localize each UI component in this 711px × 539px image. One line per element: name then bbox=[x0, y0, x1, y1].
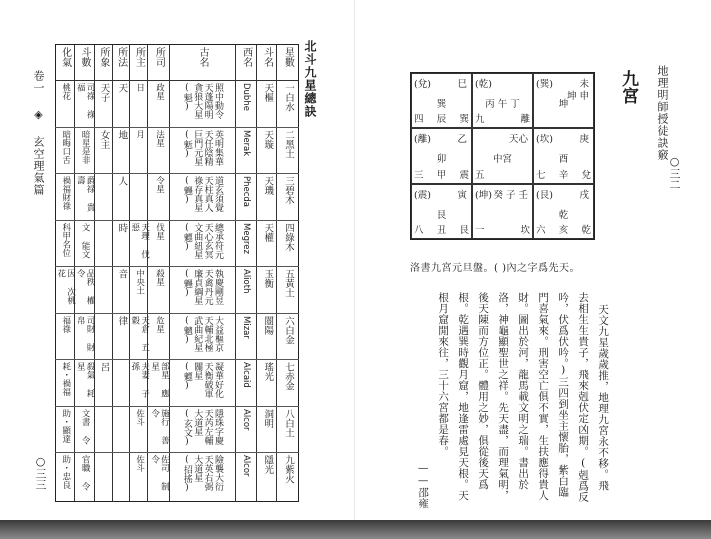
table-cell bbox=[95, 407, 112, 454]
scan-bottom-edge bbox=[0, 520, 711, 539]
cell-text: 二黑土 bbox=[283, 129, 295, 159]
table-cell bbox=[277, 174, 298, 221]
palace-c: 三 bbox=[414, 169, 424, 181]
palace-mid: 卯 bbox=[436, 154, 447, 166]
cell-text: 司財 財帛 bbox=[75, 315, 95, 352]
poem-line: 去相生生貴子，飛來剋伏定凶期。(剋爲反 bbox=[577, 292, 590, 503]
cell-text: 九紫火 bbox=[283, 455, 295, 484]
cell-text: 七赤金 bbox=[283, 362, 295, 391]
table-cell bbox=[75, 453, 94, 500]
palace-e: 巽 bbox=[459, 114, 469, 126]
cell-text: 殺星 bbox=[154, 269, 165, 287]
table-cell bbox=[95, 221, 112, 268]
cell-text: 天 bbox=[116, 83, 128, 93]
table-title: 北斗九星總訣 bbox=[303, 40, 317, 118]
table-column-gu bbox=[169, 45, 234, 501]
table-cell bbox=[236, 221, 257, 268]
table-column-si bbox=[147, 45, 169, 501]
cell-text: Phecda bbox=[240, 176, 251, 208]
poem-signature: ——邵雍 bbox=[417, 462, 430, 509]
cell-text: 司祿 祿福 bbox=[75, 83, 95, 119]
row-divider bbox=[55, 220, 299, 221]
column-header-label: 西名 bbox=[240, 47, 252, 67]
table-cell bbox=[170, 221, 234, 268]
poem-line: 財。圖出於河，龍馬載文明之瑞。書出於 bbox=[517, 292, 530, 490]
palace-mid: 中宮 bbox=[492, 154, 512, 166]
cell-text: Merak bbox=[240, 129, 251, 156]
cell-text: 執慶剛昱天禽丹元廉貞綱星(魓) bbox=[181, 269, 223, 306]
cell-text: 伐星 bbox=[154, 222, 165, 240]
palace-cell bbox=[411, 128, 472, 183]
book-spine bbox=[354, 0, 355, 520]
table-column-fa bbox=[112, 45, 130, 501]
table-cell bbox=[56, 267, 74, 314]
table-cell bbox=[75, 128, 94, 175]
column-header-label: 所司 bbox=[153, 47, 165, 67]
row-divider bbox=[55, 359, 299, 360]
table-cell bbox=[236, 174, 257, 221]
palace-mid: 乾 bbox=[558, 209, 569, 221]
table-cell bbox=[257, 407, 276, 454]
cell-text: 時 bbox=[116, 222, 128, 233]
left-page-number: ○三三 bbox=[34, 455, 47, 490]
palace-a: 未 bbox=[579, 79, 589, 90]
column-header-label: 斗數 bbox=[78, 47, 90, 67]
row-divider bbox=[55, 127, 299, 128]
table-cell bbox=[236, 81, 257, 128]
cell-text: 日 bbox=[134, 83, 145, 92]
table-cell bbox=[56, 174, 74, 221]
palace-a: 乙 bbox=[457, 134, 467, 146]
palace-cell bbox=[472, 73, 533, 128]
palace-bottom-row bbox=[475, 167, 530, 181]
table-cell bbox=[170, 174, 234, 221]
palace-bottom-row bbox=[536, 222, 591, 236]
palace-d: 辛 bbox=[558, 169, 569, 181]
row-divider bbox=[55, 452, 299, 453]
cell-text: 隱光 bbox=[262, 455, 274, 475]
palace-e: 震 bbox=[459, 169, 469, 181]
table-cell bbox=[95, 174, 112, 221]
palace-d: 丑 bbox=[436, 224, 447, 236]
palace-c: 七 bbox=[536, 169, 546, 181]
cell-text: 闓陽 bbox=[262, 315, 274, 335]
cell-text: 總承符元天心玄冥文曲紐星(魒) bbox=[181, 222, 223, 259]
column-header bbox=[277, 45, 298, 81]
cell-text: 險襲大衍天英右弼大道星(招搖) bbox=[181, 455, 223, 494]
table-cell bbox=[75, 174, 94, 221]
table-cell bbox=[75, 407, 94, 454]
palace-bottom-row bbox=[414, 167, 469, 181]
cell-text: 科甲名位 bbox=[60, 222, 71, 257]
cell-text: 隱珠字慶天芮左輔大道星(玄文) bbox=[181, 408, 223, 447]
table-cell bbox=[129, 360, 150, 407]
column-header bbox=[170, 45, 234, 81]
table-column-dou bbox=[256, 45, 276, 501]
table-cell bbox=[257, 314, 276, 361]
palace-c: 六 bbox=[536, 224, 546, 236]
cell-text: 暗星是非 bbox=[80, 129, 91, 164]
palace-tri: (兌) bbox=[414, 79, 431, 90]
palace-a: 寅 bbox=[457, 189, 467, 201]
table-cell bbox=[170, 453, 234, 500]
table-cell bbox=[277, 407, 298, 454]
cell-text: 人 bbox=[116, 176, 128, 186]
cell-text: 部星 應星 bbox=[149, 362, 170, 398]
cell-text: 照中動令天蓬陽明貪狼大星(魁) bbox=[181, 83, 223, 119]
table-column-west bbox=[235, 45, 257, 501]
palace-e: 兌 bbox=[581, 169, 591, 181]
table-cell bbox=[236, 314, 257, 361]
table-cell bbox=[236, 128, 257, 175]
cell-text: 瑤光 bbox=[262, 362, 274, 382]
column-header-label: 所象 bbox=[97, 47, 109, 67]
poem-line: 洛，神龜顯聖世之祥。先天盡，而理氣明， bbox=[497, 292, 510, 501]
cell-text: 中央土 bbox=[134, 269, 145, 295]
table-cell bbox=[170, 407, 234, 454]
palace-mid: 巽 bbox=[436, 99, 447, 110]
column-header bbox=[236, 45, 257, 81]
cell-text: 耗・禍福 bbox=[60, 362, 71, 397]
table-cell bbox=[129, 314, 150, 361]
cell-text: 一白水 bbox=[283, 83, 295, 112]
table-cell bbox=[75, 81, 94, 128]
cell-text: 大益樞京天輔北極武曲紀星(魑) bbox=[181, 315, 223, 352]
palace-caption: 洛書九宮元旦盤。( )內之字爲先天。 bbox=[410, 263, 580, 274]
table-cell bbox=[257, 221, 276, 268]
cell-text: 道玄須覺天柱真人祿存真星(魓) bbox=[181, 176, 223, 213]
palace-e: 坎 bbox=[520, 224, 530, 236]
palace-mid: 丙 午 丁 bbox=[485, 99, 520, 110]
poem-line: 吟，伏爲伏吟。)三四到坐主懷胎，紫白臨 bbox=[557, 292, 570, 498]
cell-text: 福祿 bbox=[60, 315, 71, 333]
table-cell bbox=[113, 360, 130, 407]
column-header-label: 星數 bbox=[282, 47, 294, 67]
table-cell bbox=[257, 360, 276, 407]
cell-text: 洞明 bbox=[262, 408, 274, 428]
table-cell bbox=[277, 314, 298, 361]
cell-text: 英明集華天任陰精巨門元星(鬿) bbox=[181, 129, 223, 166]
palace-e: 乾 bbox=[581, 224, 591, 236]
cell-text: 四綠木 bbox=[283, 222, 295, 252]
table-cell bbox=[277, 81, 298, 128]
cell-text: 地 bbox=[116, 129, 128, 140]
table-cell bbox=[170, 360, 234, 407]
cell-text: 凝華好化天衡破軍關星(魒) bbox=[181, 362, 223, 399]
palace-b: 坤 申 bbox=[566, 91, 589, 102]
table-column-num bbox=[276, 45, 298, 501]
palace-tri: (乾) bbox=[475, 79, 492, 90]
column-header bbox=[56, 45, 74, 81]
table-cell bbox=[56, 314, 74, 361]
cell-text: Megrez bbox=[240, 222, 251, 254]
table-cell bbox=[236, 453, 257, 500]
palace-c: 五 bbox=[475, 169, 485, 181]
row-divider bbox=[55, 406, 299, 407]
cell-text: 天璇 bbox=[262, 129, 274, 149]
palace-cell bbox=[533, 73, 594, 128]
table-cell bbox=[148, 407, 169, 454]
cell-text: 禍福財祿 bbox=[60, 176, 71, 211]
palace-d: 甲 bbox=[436, 169, 447, 181]
column-header-label: 所法 bbox=[115, 47, 127, 67]
palace-bottom-row bbox=[475, 111, 530, 125]
table-cell bbox=[236, 407, 257, 454]
table-cell bbox=[75, 360, 94, 407]
cell-text: 政星 bbox=[154, 83, 165, 100]
cell-text: 天子 bbox=[98, 83, 110, 102]
row-divider bbox=[55, 173, 299, 174]
table-cell bbox=[257, 453, 276, 500]
table-cell bbox=[277, 267, 298, 314]
cell-text: Alioth bbox=[240, 269, 251, 294]
palace-d: 亥 bbox=[558, 224, 569, 236]
table-cell bbox=[170, 267, 234, 314]
palace-bottom-row bbox=[475, 222, 530, 236]
palace-a: 庚 bbox=[579, 134, 589, 146]
column-header bbox=[113, 45, 130, 81]
palace-bottom-row bbox=[536, 167, 591, 181]
cell-text: 月 bbox=[134, 129, 145, 139]
cell-text: 品秩 權令 bbox=[75, 269, 95, 305]
table-cell bbox=[129, 221, 150, 268]
palace-tri: (坤) bbox=[475, 189, 492, 201]
table-cell bbox=[75, 267, 94, 314]
cell-text: 八白土 bbox=[283, 408, 295, 438]
column-header bbox=[75, 45, 94, 81]
palace-c: 九 bbox=[475, 114, 485, 126]
table-column-zhu bbox=[129, 45, 150, 501]
table-column-xiang bbox=[94, 45, 112, 501]
table-cell bbox=[95, 314, 112, 361]
cell-text: 天璣 bbox=[262, 176, 274, 196]
poem-line: 根。乾遇巽時觀月窟，地逢雷處見天根。天 bbox=[457, 292, 470, 501]
cell-text: 因 次桃花 bbox=[55, 269, 76, 305]
table-cell bbox=[277, 128, 298, 175]
poem-line: 天文九星歲歲推，地理九宮永不移。飛 bbox=[597, 304, 610, 491]
table-cell bbox=[113, 128, 130, 175]
palace-c: 一 bbox=[475, 224, 485, 236]
poem-line: 根月窟閒來往，三十六宮都是春。 bbox=[437, 292, 450, 457]
palace-e: 離 bbox=[520, 114, 530, 126]
table-cell bbox=[130, 267, 147, 314]
column-header-label: 所主 bbox=[133, 47, 145, 67]
table-cell bbox=[236, 360, 257, 407]
cell-text: 玉衡 bbox=[262, 269, 274, 289]
palace-cell bbox=[533, 184, 594, 239]
cell-text: 桃花 bbox=[60, 83, 71, 100]
cell-text: 天理 伐惡 bbox=[129, 222, 150, 259]
nine-palace-grid bbox=[410, 72, 595, 240]
table-cell bbox=[130, 174, 147, 221]
palace-a: 戌 bbox=[579, 189, 589, 201]
column-header bbox=[95, 45, 112, 81]
cell-text: 天倉 五穀 bbox=[129, 315, 150, 352]
table-cell bbox=[113, 267, 130, 314]
cell-text: 五黃土 bbox=[283, 269, 295, 298]
table-cell bbox=[56, 221, 74, 268]
cell-text: 爵禄 貴壽 bbox=[75, 176, 95, 212]
palace-mid: 酉 bbox=[558, 154, 569, 166]
palace-tri: (艮) bbox=[536, 189, 553, 201]
cell-text: 音 bbox=[116, 269, 128, 279]
column-header bbox=[257, 45, 276, 81]
cell-text: Alcor bbox=[240, 408, 251, 431]
cell-text: Alcor bbox=[240, 455, 251, 477]
left-running-head: 卷一 ◈ 玄空理氣篇 bbox=[32, 70, 45, 196]
column-header bbox=[148, 45, 169, 81]
cell-text: 天樞 bbox=[262, 83, 274, 102]
table-cell bbox=[56, 453, 74, 500]
cell-text: 女主 bbox=[98, 129, 110, 149]
cell-text: 佐斗 bbox=[134, 455, 145, 473]
nine-stars-table bbox=[55, 44, 299, 502]
table-cell bbox=[130, 407, 147, 454]
right-page-number: ○三二 bbox=[668, 155, 681, 190]
palace-bottom-row bbox=[414, 222, 469, 236]
poem-line: 後天陳而方位正。體用之妙，俱從後天爲 bbox=[477, 292, 490, 490]
palace-tri: (巽) bbox=[536, 79, 553, 90]
cell-text: Alcaid bbox=[240, 362, 251, 389]
table-cell bbox=[113, 81, 130, 128]
cell-text: 夫妻 子孫 bbox=[129, 362, 150, 398]
palace-c: 八 bbox=[414, 224, 424, 236]
palace-bottom-row bbox=[414, 111, 469, 125]
table-cell bbox=[75, 221, 94, 268]
cell-text: 官職 令 bbox=[80, 455, 91, 491]
table-cell bbox=[95, 128, 112, 175]
palace-tri: (離) bbox=[414, 134, 431, 146]
palace-d: 辰 bbox=[436, 114, 447, 126]
table-cell bbox=[170, 128, 234, 175]
palace-e: 艮 bbox=[459, 224, 469, 236]
table-cell bbox=[257, 267, 276, 314]
table-cell bbox=[113, 314, 130, 361]
palace-cell bbox=[411, 184, 472, 239]
section-title: 九宮 bbox=[618, 70, 638, 104]
cell-text: 六白金 bbox=[283, 315, 295, 345]
table-cell bbox=[56, 128, 74, 175]
table-column-shu bbox=[74, 45, 94, 501]
cell-text: 助・忠良 bbox=[60, 455, 71, 490]
table-cell bbox=[148, 360, 169, 407]
table-cell bbox=[277, 453, 298, 500]
table-cell bbox=[257, 128, 276, 175]
column-header bbox=[130, 45, 147, 81]
cell-text: 危星 bbox=[154, 315, 165, 333]
table-cell bbox=[148, 221, 169, 268]
table-cell bbox=[257, 174, 276, 221]
table-cell bbox=[113, 221, 130, 268]
table-cell bbox=[95, 267, 112, 314]
table-cell bbox=[130, 453, 147, 500]
table-cell bbox=[95, 360, 112, 407]
table-cell bbox=[113, 407, 130, 454]
row-divider bbox=[55, 313, 299, 314]
palace-cell bbox=[411, 73, 472, 128]
cell-text: 殺氣 耗星 bbox=[75, 362, 95, 398]
cell-text: 法星 bbox=[154, 129, 165, 147]
table-cell bbox=[148, 81, 169, 128]
column-header-label: 化氣 bbox=[59, 47, 71, 67]
row-divider bbox=[55, 266, 299, 267]
table-cell bbox=[170, 81, 234, 128]
cell-text: 佐司 制令 bbox=[149, 455, 170, 491]
cell-text: Dubhe bbox=[240, 83, 251, 111]
table-cell bbox=[148, 314, 169, 361]
cell-text: 三碧木 bbox=[283, 176, 295, 205]
cell-text: 暗晦口舌 bbox=[60, 129, 71, 164]
table-cell bbox=[56, 81, 74, 128]
table-cell bbox=[95, 453, 112, 500]
cell-text: 佐斗 bbox=[134, 408, 145, 426]
table-cell bbox=[148, 453, 169, 500]
cell-text: Mizar bbox=[240, 315, 251, 339]
palace-mid: 坤 bbox=[558, 99, 569, 110]
cell-text: 施行 善令 bbox=[149, 408, 170, 445]
palace-a: 天心 bbox=[508, 134, 528, 146]
table-cell bbox=[75, 314, 94, 361]
table-cell bbox=[56, 407, 74, 454]
table-cell bbox=[148, 128, 169, 175]
table-cell bbox=[277, 360, 298, 407]
table-cell bbox=[236, 267, 257, 314]
palace-a: 癸 子 壬 bbox=[493, 189, 528, 201]
table-cell bbox=[257, 81, 276, 128]
palace-mid: 艮 bbox=[436, 209, 447, 221]
cell-text: 律 bbox=[116, 315, 128, 326]
column-header-label: 斗名 bbox=[261, 47, 273, 67]
table-cell bbox=[170, 314, 234, 361]
cell-text: 助・顯達 bbox=[60, 408, 71, 443]
cell-text: 令星 bbox=[154, 176, 165, 194]
palace-a: 巳 bbox=[457, 79, 467, 90]
cell-text: 天權 bbox=[262, 222, 274, 242]
table-cell bbox=[113, 453, 130, 500]
cell-text: 文 能文 bbox=[80, 222, 91, 259]
table-column-qi bbox=[56, 45, 74, 501]
palace-c: 四 bbox=[414, 114, 424, 126]
table-cell bbox=[148, 174, 169, 221]
table-cell bbox=[95, 81, 112, 128]
palace-tri: (震) bbox=[414, 189, 431, 201]
right-running-head: 地理明師授徒訣竅 bbox=[656, 65, 669, 161]
cell-text: 呂 bbox=[98, 362, 110, 372]
table-cell bbox=[56, 360, 74, 407]
column-header-label: 古名 bbox=[197, 47, 209, 67]
palace-tri: (坎) bbox=[536, 134, 553, 146]
table-cell bbox=[130, 128, 147, 175]
palace-cell bbox=[533, 128, 594, 183]
palace-cell bbox=[472, 184, 533, 239]
table-cell bbox=[113, 174, 130, 221]
poem-line: 門喜氣來。刑害空亡俱不實，生扶應得貴人 bbox=[537, 292, 550, 501]
table-cell bbox=[148, 267, 169, 314]
cell-text: 文書 令 bbox=[80, 408, 91, 445]
palace-cell bbox=[472, 128, 533, 183]
table-cell bbox=[130, 81, 147, 128]
table-cell bbox=[277, 221, 298, 268]
